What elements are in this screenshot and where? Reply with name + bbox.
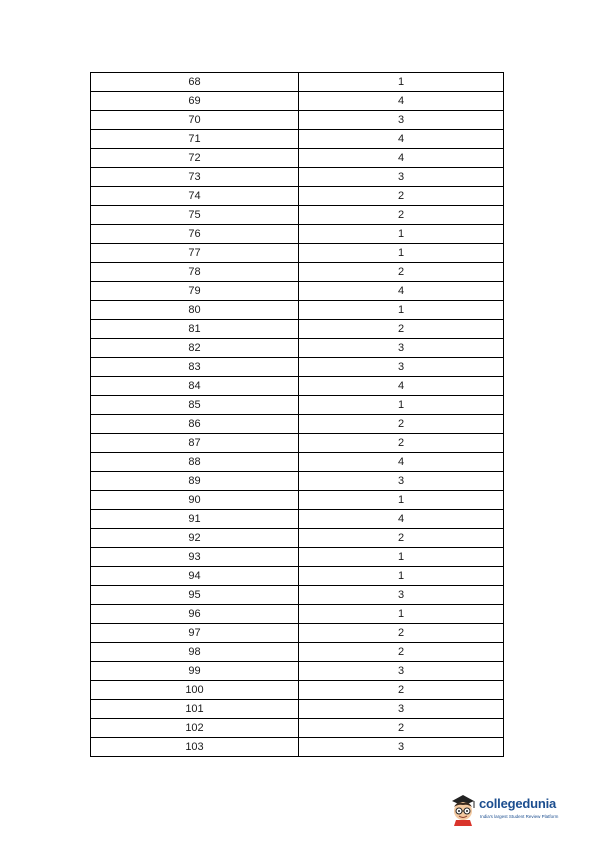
answer-cell: 1: [299, 567, 504, 586]
table-row: [91, 263, 504, 282]
question-number-cell: 80: [91, 301, 299, 320]
table-row: [91, 320, 504, 339]
question-number-cell: 79: [91, 282, 299, 301]
question-number-cell: 81: [91, 320, 299, 339]
question-number-cell: 84: [91, 377, 299, 396]
question-number-cell: 75: [91, 206, 299, 225]
question-number-cell: 99: [91, 662, 299, 681]
question-number-cell: 102: [91, 719, 299, 738]
table-row: [91, 225, 504, 244]
collegedunia-logo: [448, 792, 568, 826]
question-number-cell: 88: [91, 453, 299, 472]
question-number-cell: 83: [91, 358, 299, 377]
answer-cell: 1: [299, 225, 504, 244]
question-number-cell: 91: [91, 510, 299, 529]
table-row: [91, 92, 504, 111]
answer-cell: 4: [299, 510, 504, 529]
question-number-cell: 82: [91, 339, 299, 358]
table-row: [91, 415, 504, 434]
table-row: [91, 529, 504, 548]
answer-cell: 3: [299, 358, 504, 377]
question-number-cell: 86: [91, 415, 299, 434]
answer-cell: 2: [299, 434, 504, 453]
answer-cell: 1: [299, 491, 504, 510]
answer-cell: 3: [299, 111, 504, 130]
question-number-cell: 72: [91, 149, 299, 168]
answer-cell: 1: [299, 244, 504, 263]
question-number-cell: 90: [91, 491, 299, 510]
question-number-cell: 103: [91, 738, 299, 757]
table-row: [91, 643, 504, 662]
question-number-cell: 76: [91, 225, 299, 244]
table-row: [91, 491, 504, 510]
table-row: [91, 681, 504, 700]
answer-cell: 4: [299, 377, 504, 396]
question-number-cell: 68: [91, 73, 299, 92]
table-row: [91, 738, 504, 757]
table-row: [91, 301, 504, 320]
question-number-cell: 96: [91, 605, 299, 624]
table-row: [91, 472, 504, 491]
table-row: [91, 130, 504, 149]
answer-cell: 3: [299, 700, 504, 719]
question-number-cell: 94: [91, 567, 299, 586]
answer-cell: 2: [299, 529, 504, 548]
table-row: [91, 168, 504, 187]
table-row: [91, 586, 504, 605]
table-row: [91, 339, 504, 358]
answer-cell: 2: [299, 187, 504, 206]
table-row: [91, 700, 504, 719]
table-row: [91, 624, 504, 643]
question-number-cell: 92: [91, 529, 299, 548]
answer-cell: 3: [299, 168, 504, 187]
table-row: [91, 662, 504, 681]
question-number-cell: 89: [91, 472, 299, 491]
table-row: [91, 187, 504, 206]
question-number-cell: 97: [91, 624, 299, 643]
answer-cell: 3: [299, 586, 504, 605]
brand-tagline: India's largest Student Review Platform: [480, 814, 559, 819]
question-number-cell: 71: [91, 130, 299, 149]
table-row: [91, 111, 504, 130]
question-number-cell: 78: [91, 263, 299, 282]
table-row: [91, 548, 504, 567]
question-number-cell: 101: [91, 700, 299, 719]
table-row: [91, 244, 504, 263]
brand-name: collegedunia: [479, 796, 557, 811]
question-number-cell: 87: [91, 434, 299, 453]
answer-cell: 1: [299, 548, 504, 567]
answer-cell: 2: [299, 263, 504, 282]
answer-cell: 4: [299, 282, 504, 301]
answer-cell: 2: [299, 624, 504, 643]
answer-cell: 4: [299, 453, 504, 472]
table-row: [91, 719, 504, 738]
answer-cell: 2: [299, 320, 504, 339]
table-row: [91, 396, 504, 415]
answer-cell: 2: [299, 719, 504, 738]
answer-cell: 2: [299, 415, 504, 434]
table-row: [91, 567, 504, 586]
question-number-cell: 85: [91, 396, 299, 415]
answer-cell: 3: [299, 339, 504, 358]
answer-key-table: [90, 72, 504, 757]
answer-cell: 1: [299, 605, 504, 624]
table-row: [91, 434, 504, 453]
answer-cell: 4: [299, 130, 504, 149]
answer-cell: 2: [299, 206, 504, 225]
question-number-cell: 98: [91, 643, 299, 662]
answer-cell: 2: [299, 681, 504, 700]
question-number-cell: 93: [91, 548, 299, 567]
table-row: [91, 149, 504, 168]
table-row: [91, 358, 504, 377]
table-row: [91, 605, 504, 624]
table-row: [91, 510, 504, 529]
answer-cell: 1: [299, 396, 504, 415]
table-row: [91, 377, 504, 396]
question-number-cell: 70: [91, 111, 299, 130]
question-number-cell: 77: [91, 244, 299, 263]
question-number-cell: 95: [91, 586, 299, 605]
answer-cell: 1: [299, 73, 504, 92]
answer-cell: 1: [299, 301, 504, 320]
answer-cell: 4: [299, 149, 504, 168]
answer-cell: 2: [299, 643, 504, 662]
question-number-cell: 69: [91, 92, 299, 111]
answer-key-body: [91, 73, 504, 757]
answer-cell: 4: [299, 92, 504, 111]
answer-cell: 3: [299, 472, 504, 491]
table-row: [91, 73, 504, 92]
student-mascot-icon: [448, 792, 478, 826]
table-row: [91, 282, 504, 301]
question-number-cell: 100: [91, 681, 299, 700]
answer-cell: 3: [299, 662, 504, 681]
table-row: [91, 453, 504, 472]
answer-cell: 3: [299, 738, 504, 757]
question-number-cell: 73: [91, 168, 299, 187]
table-row: [91, 206, 504, 225]
question-number-cell: 74: [91, 187, 299, 206]
